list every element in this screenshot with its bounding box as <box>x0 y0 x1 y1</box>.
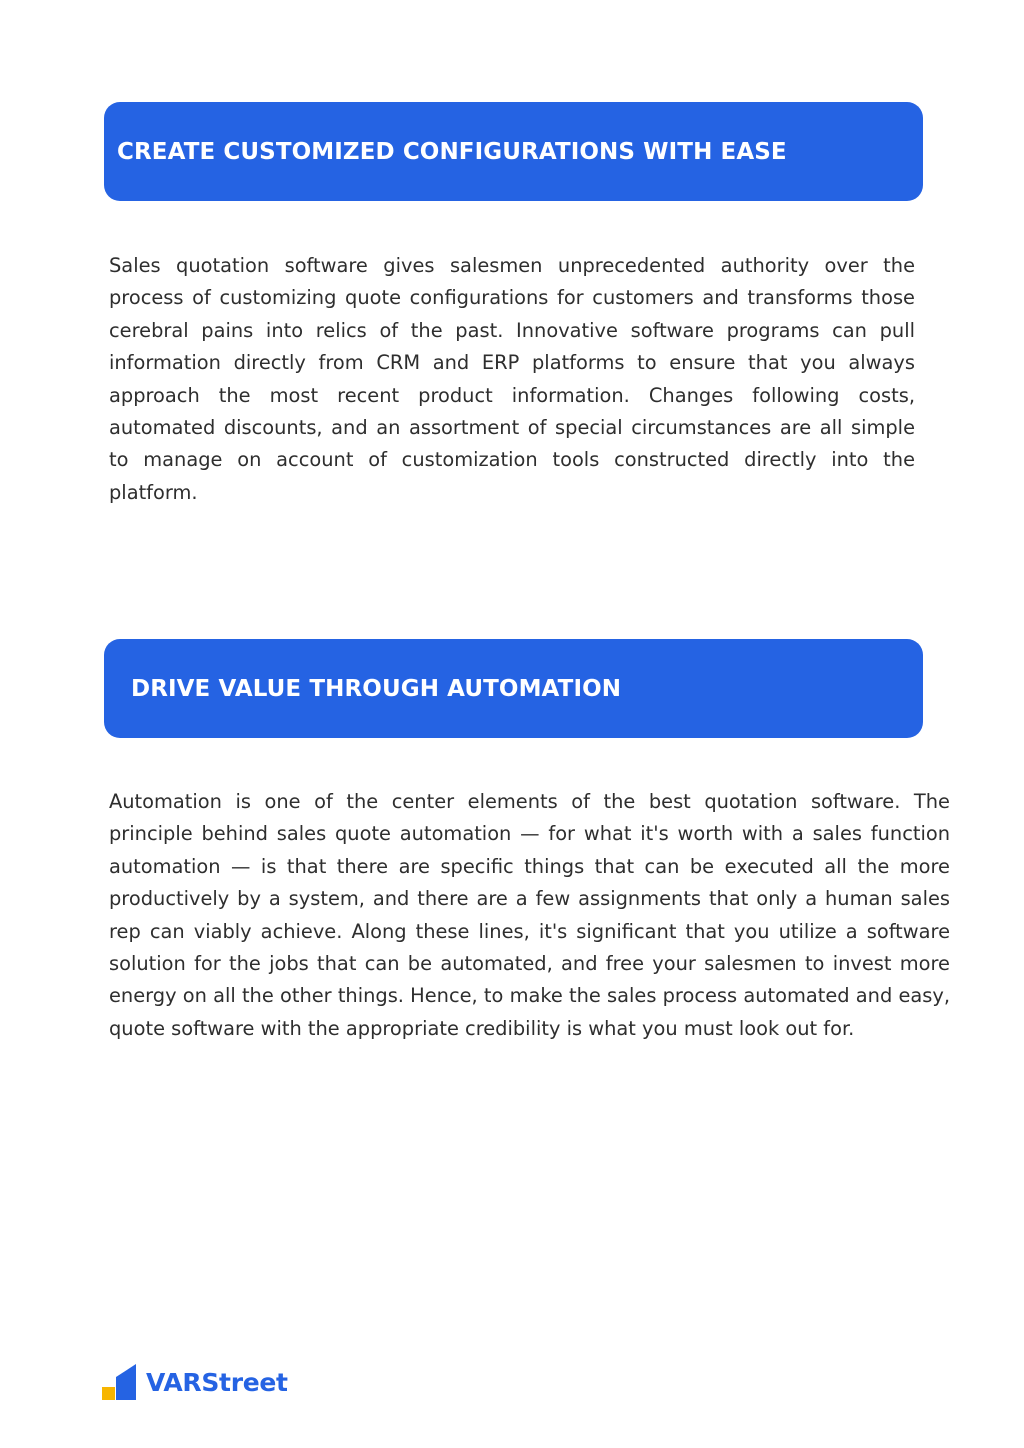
section-2-banner <box>104 639 923 738</box>
section-2-heading: DRIVE VALUE THROUGH AUTOMATION <box>131 675 622 702</box>
section-1-banner <box>104 102 923 201</box>
section-2-paragraph: Automation is one of the center elements of the best quotation software. The principle behind sales quote automation — for what it's worth with a sales function automation — is that there are specific things that can be executed all the more productively by a system, and there are a few assignments that only a human sales rep can viably achieve. Along these lines, it's significant that you utilize a software solution for the jobs that can be automated, and free your salesmen to invest more energy on all the other things. Hence, to make the sales process automated and easy, quote software with the appropriate credibility is what you must look out for. <box>109 790 950 1040</box>
varstreet-logo-mark-icon <box>102 1364 136 1400</box>
logo-wordmark: VARStreet <box>146 1367 288 1397</box>
section-1-paragraph: Sales quotation software gives salesmen unprecedented authority over the process of customizing quote configurations for customers and transforms those cerebral pains into relics of the past. Innovative software programs can pull information directly from CRM and ERP platforms to ensure that you always approach the most recent product information. Changes following costs, automated discounts, and an assortment of special circumstances are all simple to manage on account of customization tools constructed directly into the platform. <box>109 254 915 504</box>
footer-logo <box>102 1363 288 1401</box>
section-1-heading: CREATE CUSTOMIZED CONFIGURATIONS WITH EASE <box>117 138 787 165</box>
